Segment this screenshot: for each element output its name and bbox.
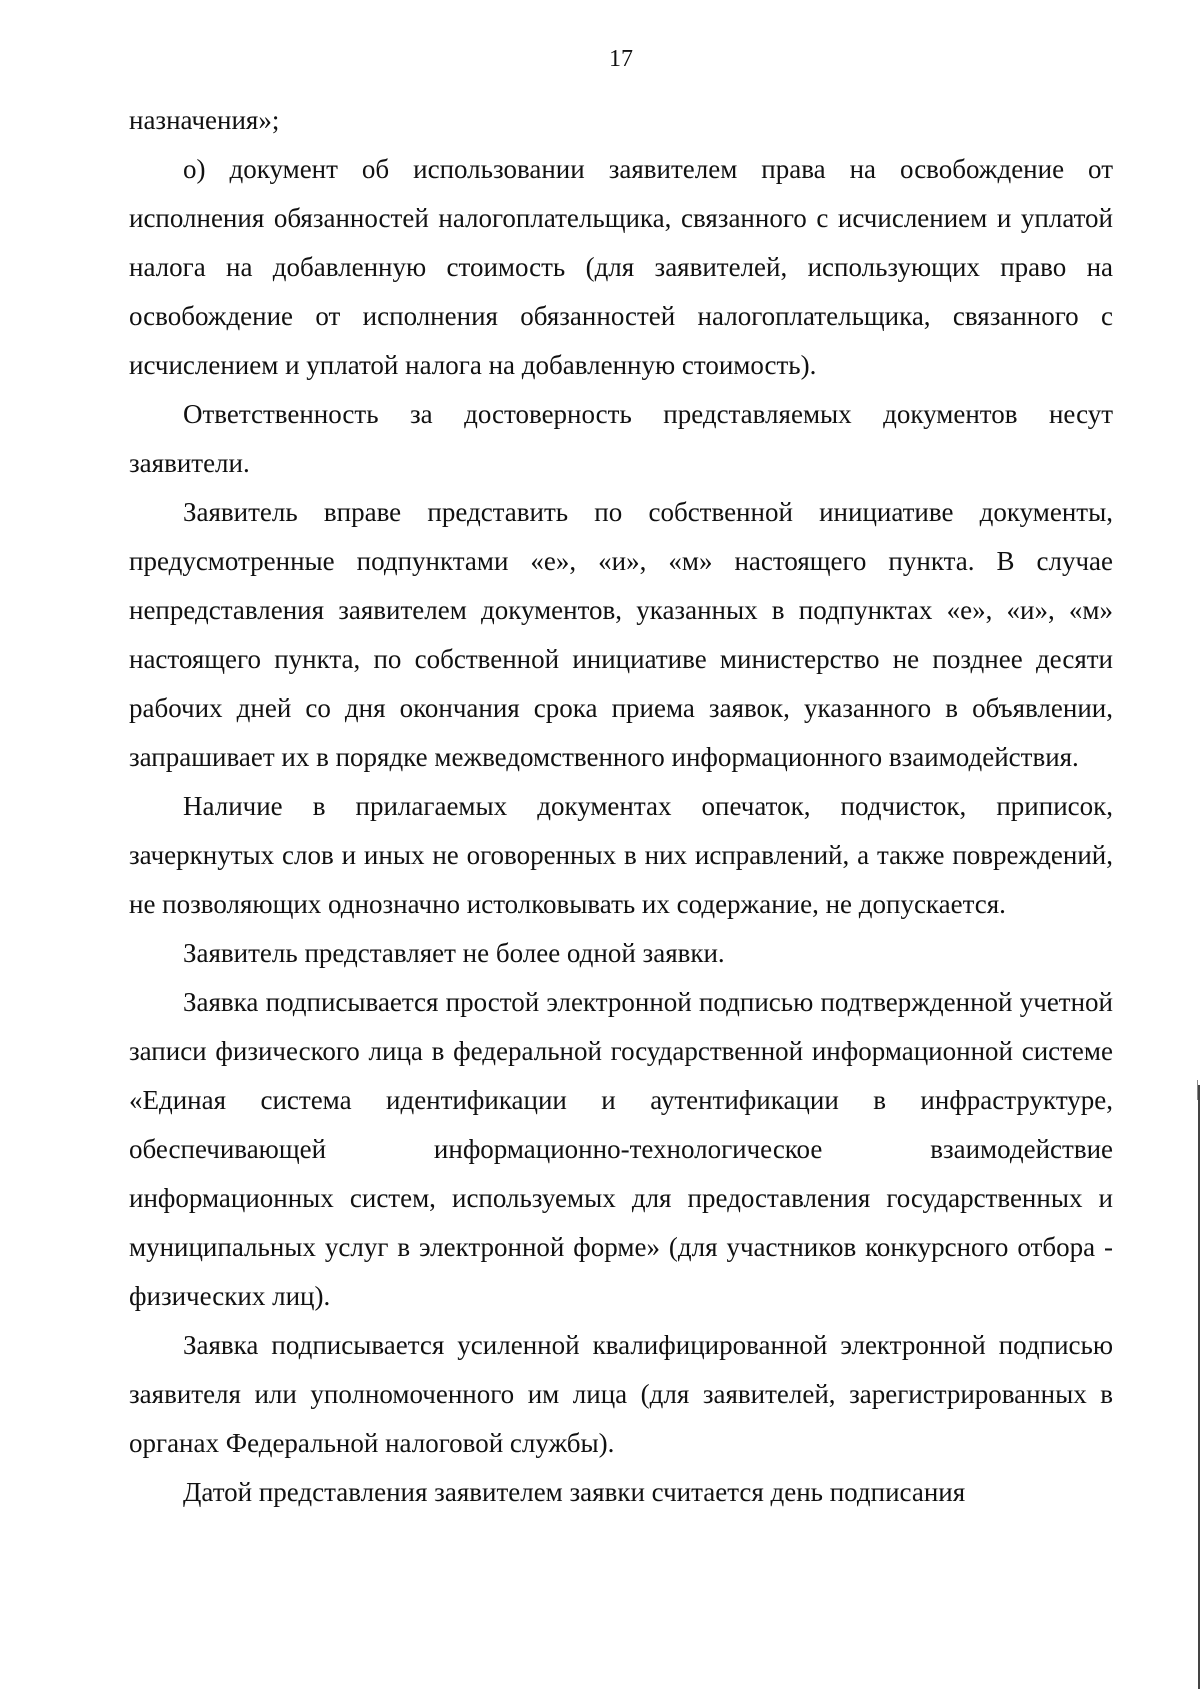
paragraph-item-o: о) документ об использовании заявителем права на освобождение от исполнения обязанностей налогоплательщика, связанного с исчислением и уплатой налога на добавленную стоимость (для заявителей, использующих право на освобождение от исполнения обязанностей налогоплательщика, связанного с исчислением и уплатой налога на добавленную стоимость). bbox=[129, 154, 1113, 380]
paragraph-own-initiative: Заявитель вправе представить по собственной инициативе документы, предусмотренные подпунктами «е», «и», «м» настоящего пункта. В случае непредставления заявителем документов, указанных в подпунктах «е», «и», «м» настоящего пункта, по собственной инициативе министерство не позднее десяти рабочих дней со дня окончания срока приема заявок, указанного в объявлении, запрашивает их в порядке межведомственного информационного взаимодействия. bbox=[129, 497, 1113, 772]
paragraph-one-application: Заявитель представляет не более одной заявки. bbox=[183, 938, 725, 968]
document-body bbox=[129, 96, 1113, 1517]
paragraph-simple-signature: Заявка подписывается простой электронной подписью подтвержденной учетной записи физического лица в федеральной государственной информационной системе «Единая система идентификации и аутентификации в инфраструктуре, обеспечивающей информационно-технологическое взаимодействие информационных систем, используемых для предоставления государственных и муниципальных услуг в электронной форме» (для участников конкурсного отбора - физических лиц). bbox=[129, 987, 1113, 1311]
page-number: 17 bbox=[609, 46, 633, 72]
paragraph-submission-date: Датой представления заявителем заявки считается день подписания bbox=[183, 1477, 966, 1507]
paragraph-continuation: назначения»; bbox=[129, 105, 280, 135]
paragraph-responsibility: Ответственность за достоверность представляемых документов несут заявители. bbox=[129, 399, 1113, 478]
paragraph-corrections: Наличие в прилагаемых документах опечаток, подчисток, приписок, зачеркнутых слов и иных не оговоренных в них исправлений, а также повреждений, не позволяющих однозначно истолковывать их содержание, не допускается. bbox=[129, 791, 1113, 919]
paragraph-qualified-signature: Заявка подписывается усиленной квалифицированной электронной подписью заявителя или уполномоченного им лица (для заявителей, зарегистрированных в органах Федеральной налоговой службы). bbox=[129, 1330, 1113, 1458]
